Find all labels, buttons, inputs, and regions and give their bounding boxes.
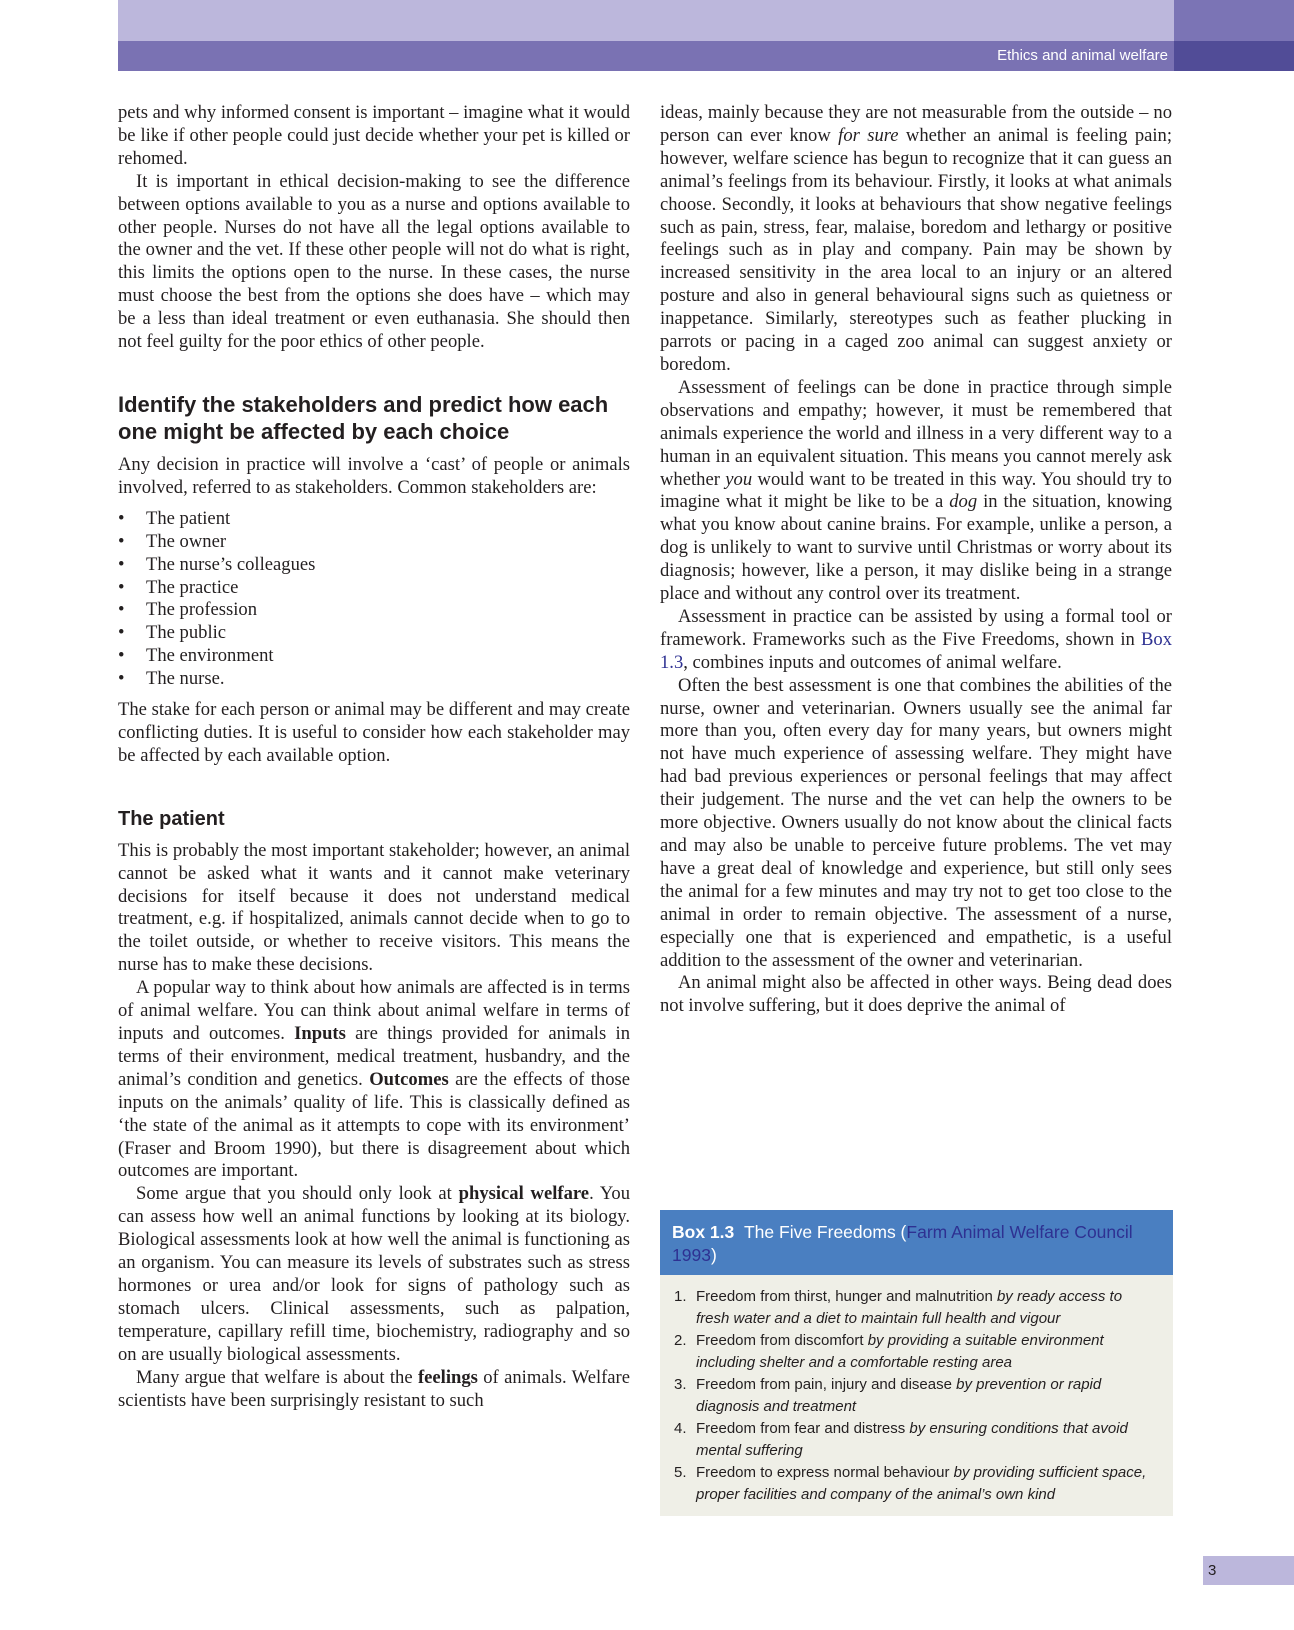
box-label: Box 1.3 [672, 1222, 735, 1242]
section-heading-stakeholders: Identify the stakeholders and predict how each one might be affected by each choice [118, 391, 609, 444]
header-band-light [118, 0, 1174, 41]
right-paragraph-5: An animal might also be affected in other ways. Being dead does not involve suffering, but it does deprive the animal of [660, 972, 1172, 1017]
bullet-icon: • [118, 622, 125, 644]
bullet-icon: • [118, 530, 125, 552]
box-title: The Five Freedoms ( [743, 1222, 907, 1242]
stakeholders-intro: Any decision in practice will involve a ‘cast’ of people or animals involved, referred to as stakeholders. Common stakeholders are: [118, 453, 630, 498]
list-item: 1. Freedom from thirst, hunger and malnutrition by ready access to fresh water and a diet to maintain full health and vigour [674, 1288, 1123, 1327]
list-item: • The nurse. [118, 668, 225, 690]
bullet-icon: • [118, 553, 125, 575]
stakeholder-list [118, 508, 630, 691]
box-header: Box 1.3 The Five Freedoms (Farm Animal Welfare Council 1993) [660, 1210, 1173, 1275]
list-item: 4. Freedom from fear and distress by ensuring conditions that avoid mental suffering [674, 1420, 1128, 1459]
five-freedoms-box [660, 1210, 1173, 1516]
patient-paragraph: This is probably the most important stakeholder; however, an animal cannot be asked what it wants and it cannot make veterinary decisions for itself because it does not understand medical treatment, e.g. if hospitalized, animals cannot decide when to go to the toilet outside, or whether to receive visitors. This means the nurse has to make these decisions. [118, 839, 630, 976]
welfare-paragraph: A popular way to think about how animals are affected is in terms of animal welfare. You can think about animal welfare in terms of inputs and outcomes. Inputs are things provided for animals in terms of their environment, medical treatment, husbandry, and the animal’s condition and genetics. Outcomes are the effects of those inputs on the animals’ quality of life. This is classically defined as ‘the state of the animal as it attempts to cope with its environment’ (Fraser and Broom 1990), but there is disagreement about which outcomes are important. [118, 977, 630, 1182]
right-column [660, 102, 1172, 1018]
subheading-patient: The patient [118, 807, 225, 830]
term-outcomes: Outcomes [369, 1068, 449, 1090]
bullet-icon: • [118, 507, 125, 529]
list-item: • The environment [118, 645, 274, 667]
list-item: • The patient [118, 507, 231, 529]
freedoms-list [660, 1275, 1173, 1505]
right-paragraph-2: Assessment of feelings can be done in practice through simple observations and empathy; however, it must be remembered that animals experience the world and illness in a very different way to a human in an equivalent situation. This means you cannot merely ask whether you would want to be treated in this way. You should try to imagine what it might be like to be a dog in the situation, knowing what you know about canine brains. For example, unlike a person, a dog is unlikely to want to survive until Christmas or worry about its diagnosis; however, like a person, it may dislike being in a strange place and without any control over its treatment. [660, 376, 1172, 605]
term-physical-welfare: physical welfare [458, 1183, 590, 1205]
bullet-icon: • [118, 576, 125, 598]
term-feelings: feelings [417, 1366, 478, 1388]
list-item: • The public [118, 622, 227, 644]
list-item: 2. Freedom from discomfort by providing a suitable environment including shelter and a comfortable resting area [674, 1332, 1104, 1371]
stakes-paragraph: The stake for each person or animal may be different and may create conflicting duties. It is useful to consider how each stakeholder may be affected by each available option. [118, 699, 630, 766]
right-paragraph-3: Assessment in practice can be assisted by using a formal tool or framework. Frameworks such as the Five Freedoms, shown in Box 1.3, combines inputs and outcomes of animal welfare. [660, 605, 1172, 673]
box-citation-link[interactable]: Farm Animal Welfare Council 1993 [672, 1222, 1133, 1265]
bullet-icon: • [118, 668, 125, 690]
running-head: Ethics and animal welfare [997, 47, 1168, 64]
list-item: 5. Freedom to express normal behaviour by providing sufficient space, proper facilities and company of the animal’s own kind [674, 1464, 1147, 1503]
physical-welfare-paragraph: Some argue that you should only look at physical welfare. You can assess how well an animal functions by looking at its biology. Biological assessments look at how well the animal is functioning as an organism. You can measure its levels of substrates such as stress hormones or urea and/or look for signs of pathology such as stomach ulcers. Clinical assessments, such as palpation, temperature, capillary refill time, biochemistry, radiography and so on are usually biological assessments. [118, 1183, 631, 1365]
list-item: • The owner [118, 530, 227, 552]
page-number: 3 [1203, 1556, 1294, 1585]
left-column [118, 102, 630, 1412]
header-corner-top-overlay [1174, 0, 1294, 41]
list-item: • The nurse’s colleagues [118, 553, 316, 575]
list-item: 3. Freedom from pain, injury and disease by prevention or rapid diagnosis and treatment [674, 1376, 1102, 1415]
left-paragraph-1: pets and why informed consent is important – imagine what it would be like if other people could just decide whether your pet is killed or rehomed. [118, 102, 630, 169]
left-paragraph-2: It is important in ethical decision-making to see the difference between options available to you as a nurse and options available to other people. Nurses do not have all the legal options available to the owner and the vet. If these other people will not do what is right, this limits the options open to the nurse. In these cases, the nurse must choose the best from the options she does have – which may be a less than ideal treatment or even euthanasia. She should then not feel guilty for the poor ethics of other people. [118, 170, 630, 353]
right-paragraph-4: Often the best assessment is one that combines the abilities of the nurse, owner and veterinarian. Owners usually see the animal far more than you, often every day for many years, but owners might not have much experience of assessing welfare. They might have had bad previous experiences or personal feelings that may affect their judgement. The nurse and the vet can help the owners to be more objective. Owners usually do not know about the clinical facts and may also be unable to perceive future problems. The vet may have a great deal of knowledge and experience, but still only sees the animal for a few minutes and may try not to get too close to the animal in order to remain objective. The assessment of a nurse, especially one that is experienced and empathetic, is a useful addition to the assessment of the owner and veterinarian. [660, 674, 1172, 971]
right-paragraph-1: ideas, mainly because they are not measurable from the outside – no person can ever know for sure whether an animal is feeling pain; however, welfare science has begun to recognize that it can guess an animal’s feelings from its behaviour. Firstly, it looks at what animals choose. Secondly, it looks at behaviours that show negative feelings such as pain, stress, fear, malaise, boredom and lethargy or positive feelings such as in play and company. Pain may be shown by increased sensitivity in the area local to an injury or an altered posture and also in general behavioural signs such as quietness or inappetance. Similarly, stereotypes such as feather plucking in parrots or pacing in a caged zoo animal can suggest anxiety or boredom. [660, 102, 1172, 375]
bullet-icon: • [118, 599, 125, 621]
bullet-icon: • [118, 645, 125, 667]
box-reference-link[interactable]: Box 1.3 [660, 628, 1172, 673]
list-item: • The practice [118, 576, 239, 598]
term-inputs: Inputs [294, 1023, 346, 1044]
list-item: • The profession [118, 599, 258, 621]
feelings-paragraph: Many argue that welfare is about the feelings of animals. Welfare scientists have been surprisingly resistant to such [118, 1366, 631, 1411]
